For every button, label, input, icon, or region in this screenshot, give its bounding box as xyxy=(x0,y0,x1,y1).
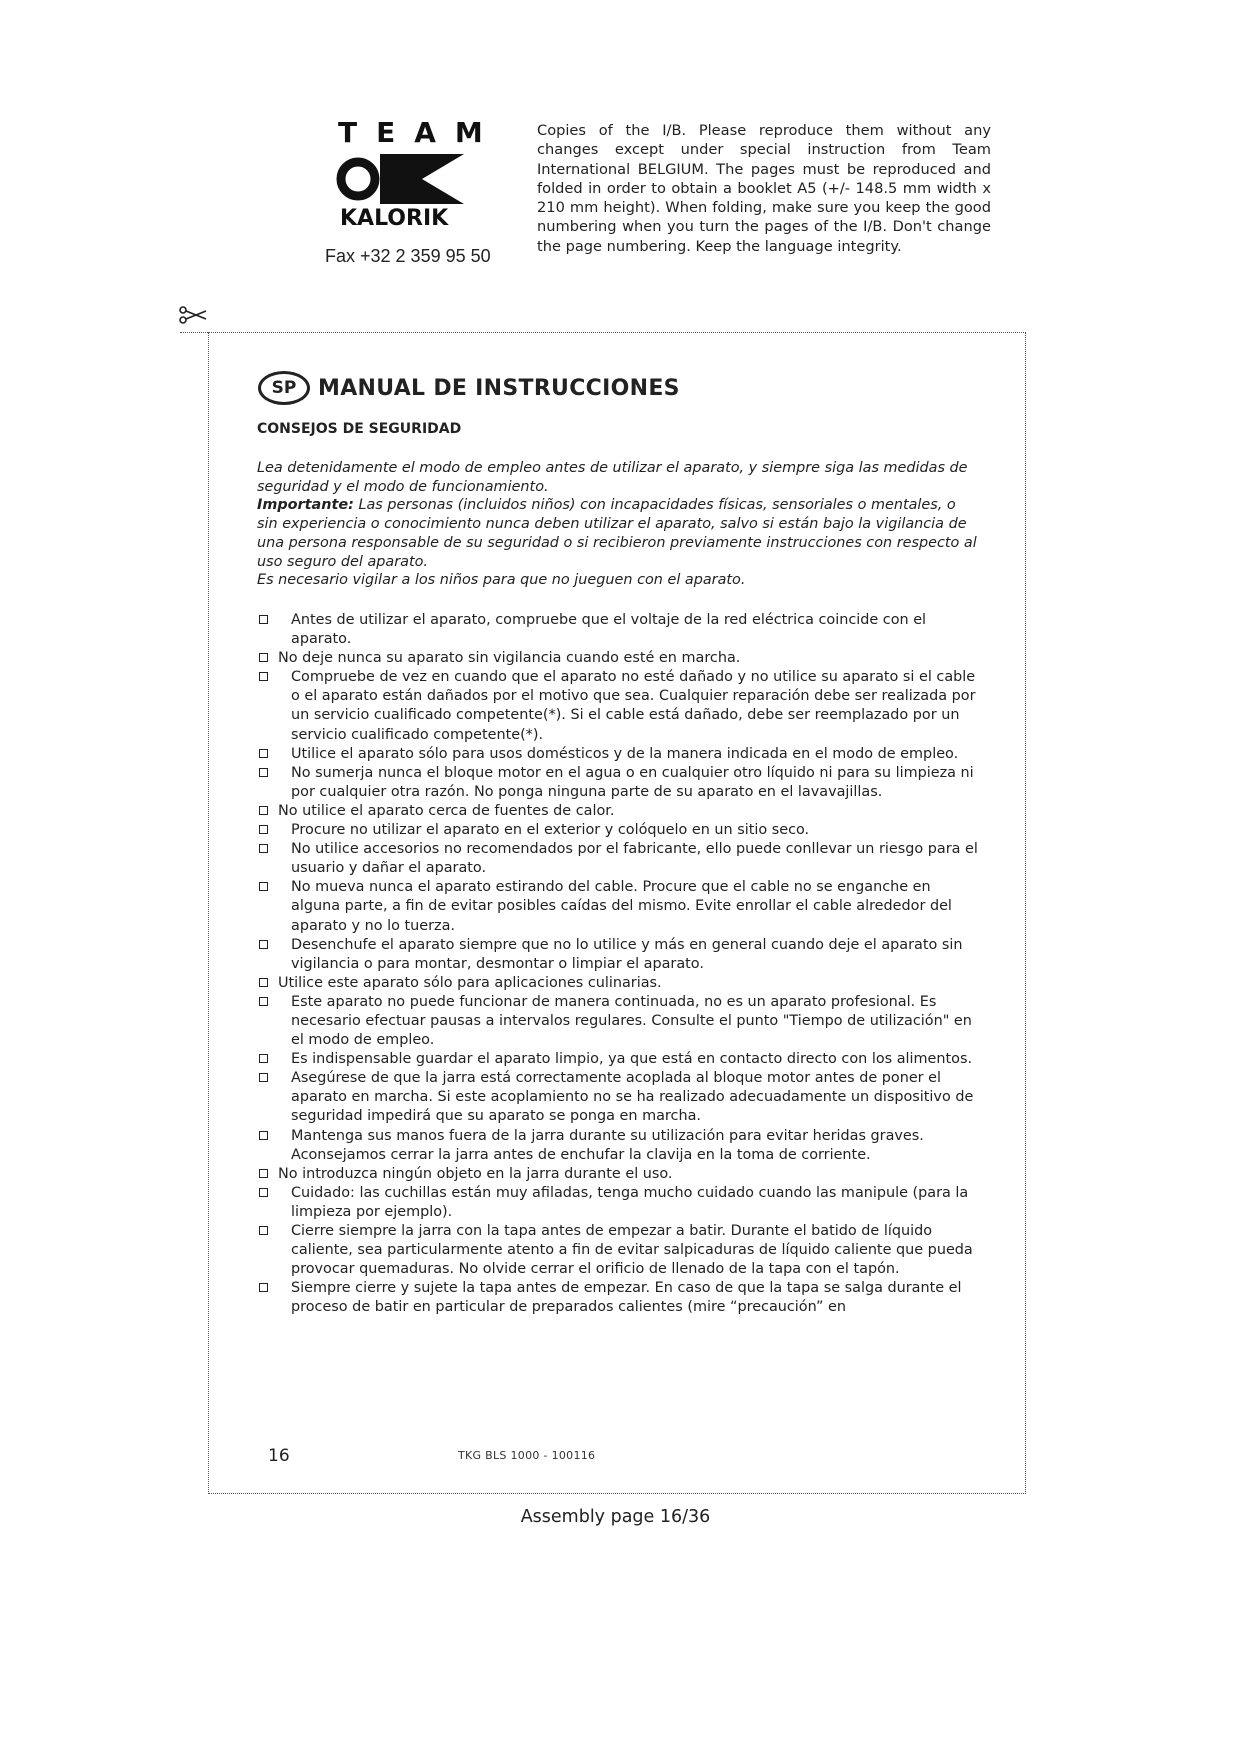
list-item: Procure no utilizar el aparato en el exterior y colóquelo en un sitio seco. xyxy=(257,821,979,840)
page-number: 16 xyxy=(268,1446,290,1466)
section-heading: CONSEJOS DE SEGURIDAD xyxy=(257,421,462,437)
manual-title-row xyxy=(258,371,680,405)
checkbox-bullet-icon xyxy=(259,806,268,815)
kalorik-k-logo-icon xyxy=(336,154,464,204)
fax-number: Fax +32 2 359 95 50 xyxy=(325,246,491,266)
list-item: Asegúrese de que la jarra está correctamente acoplada al bloque motor antes de poner el aparato en marcha. Si este acoplamiento no se ha realizado adecuadamente un dispositivo de seguridad impedirá que su aparato se ponga en marcha. xyxy=(257,1069,979,1126)
reproduction-note: Copies of the I/B. Please reproduce them without any changes except under special instruction from Team International BELGIUM. The pages must be reproduced and folded in order to obtain a booklet A5 (+/- 148.5 mm width x 210 mm height). When folding, make sure you keep the good numbering when you turn the pages of the I/B. Don't change the page numbering. Keep the language integrity. xyxy=(537,122,991,255)
intro-paragraph: Lea detenidamente el modo de empleo antes de utilizar el aparato, y siempre siga las medidas de seguridad y el modo de funcionamiento. xyxy=(257,460,968,495)
page-title: MANUAL DE INSTRUCCIONES xyxy=(318,375,680,401)
checkbox-bullet-icon xyxy=(259,940,268,949)
list-item: Utilice este aparato sólo para aplicaciones culinarias. xyxy=(257,974,979,993)
checkbox-bullet-icon xyxy=(259,1188,268,1197)
checkbox-bullet-icon xyxy=(259,672,268,681)
list-item: Compruebe de vez en cuando que el aparato no esté dañado y no utilice su aparato si el cable o el aparato están dañados por el motivo que sea. Cualquier reparación debe ser realizada por un servicio cualificado competente(*). Si el cable está dañado, debe ser reemplazado por un servicio cualificado competente(*). xyxy=(257,668,979,744)
list-item: Mantenga sus manos fuera de la jarra durante su utilización para evitar heridas graves. Aconsejamos cerrar la jarra antes de enchufar la clavija en la toma de corriente. xyxy=(257,1127,979,1165)
checkbox-bullet-icon xyxy=(259,997,268,1006)
checkbox-bullet-icon xyxy=(259,1169,268,1178)
list-item: Cierre siempre la jarra con la tapa antes de empezar a batir. Durante el batido de líquido caliente, sea particularmente atento a fin de evitar salpicaduras de líquido caliente que pueda provocar quemaduras. No olvide cerrar el orificio de llenado de la tapa con el tapón. xyxy=(257,1222,979,1279)
cut-line xyxy=(180,332,210,333)
checkbox-bullet-icon xyxy=(259,1283,268,1292)
important-label: Importante: xyxy=(257,497,354,514)
checkbox-bullet-icon xyxy=(259,978,268,987)
checkbox-bullet-icon xyxy=(259,1226,268,1235)
important-text: Las personas (incluidos niños) con incapacidades físicas, sensoriales o mentales, o sin experiencia o conocimiento nunca deben utilizar el aparato, salvo si están bajo la vigilancia de una persona responsable de su seguridad o si recibieron previamente instrucciones con respecto al uso seguro del aparato. xyxy=(257,497,977,570)
scissors-icon xyxy=(178,305,208,325)
checkbox-bullet-icon xyxy=(259,615,268,624)
list-item: Utilice el aparato sólo para usos domésticos y de la manera indicada en el modo de empleo. xyxy=(257,745,979,764)
logo-kalorik-text: KALORIK xyxy=(340,206,449,231)
list-item: Es indispensable guardar el aparato limpio, ya que está en contacto directo con los alimentos. xyxy=(257,1050,979,1069)
safety-list xyxy=(257,611,979,1317)
list-item: No mueva nunca el aparato estirando del cable. Procure que el cable no se enganche en alguna parte, a fin de evitar posibles caídas del mismo. Evite enrollar el cable alrededor del aparato y no lo tuerza. xyxy=(257,878,979,935)
list-item: Este aparato no puede funcionar de manera continuada, no es un aparato profesional. Es necesario efectuar pausas a intervalos regulares. Consulte el punto "Tiempo de utilización" en el modo de empleo. xyxy=(257,993,979,1050)
checkbox-bullet-icon xyxy=(259,882,268,891)
checkbox-bullet-icon xyxy=(259,768,268,777)
list-item: No sumerja nunca el bloque motor en el agua o en cualquier otro líquido ni para su limpieza ni por cualquier otra razón. No ponga ninguna parte de su aparato en el lavavajillas. xyxy=(257,764,979,802)
checkbox-bullet-icon xyxy=(259,749,268,758)
list-item: No utilice accesorios no recomendados por el fabricante, ello puede conllevar un riesgo para el usuario y dañar el aparato. xyxy=(257,840,979,878)
checkbox-bullet-icon xyxy=(259,844,268,853)
language-badge: SP xyxy=(258,371,310,405)
intro-text xyxy=(257,459,977,590)
assembly-page-label: Assembly page 16/36 xyxy=(520,1507,711,1527)
list-item: Siempre cierre y sujete la tapa antes de empezar. En caso de que la tapa se salga durante el proceso de batir en particular de preparados calientes (mire “precaución” en xyxy=(257,1279,979,1317)
list-item: Cuidado: las cuchillas están muy afiladas, tenga mucho cuidado cuando las manipule (para la limpieza por ejemplo). xyxy=(257,1184,979,1222)
children-warning: Es necesario vigilar a los niños para que no jueguen con el aparato. xyxy=(257,572,746,589)
list-item: No introduzca ningún objeto en la jarra durante el uso. xyxy=(257,1165,979,1184)
checkbox-bullet-icon xyxy=(259,1131,268,1140)
important-paragraph xyxy=(257,496,977,571)
list-item: Desenchufe el aparato siempre que no lo utilice y más en general cuando deje el aparato sin vigilancia o para montar, desmontar o limpiar el aparato. xyxy=(257,936,979,974)
list-item: No deje nunca su aparato sin vigilancia cuando esté en marcha. xyxy=(257,649,979,668)
team-kalorik-logo xyxy=(334,116,502,231)
logo-team-text: TEAM xyxy=(338,116,502,149)
document-reference: TKG BLS 1000 - 100116 xyxy=(458,1449,596,1462)
checkbox-bullet-icon xyxy=(259,825,268,834)
list-item: No utilice el aparato cerca de fuentes de calor. xyxy=(257,802,979,821)
checkbox-bullet-icon xyxy=(259,1073,268,1082)
checkbox-bullet-icon xyxy=(259,1054,268,1063)
checkbox-bullet-icon xyxy=(259,653,268,662)
list-item: Antes de utilizar el aparato, compruebe que el voltaje de la red eléctrica coincide con el aparato. xyxy=(257,611,979,649)
